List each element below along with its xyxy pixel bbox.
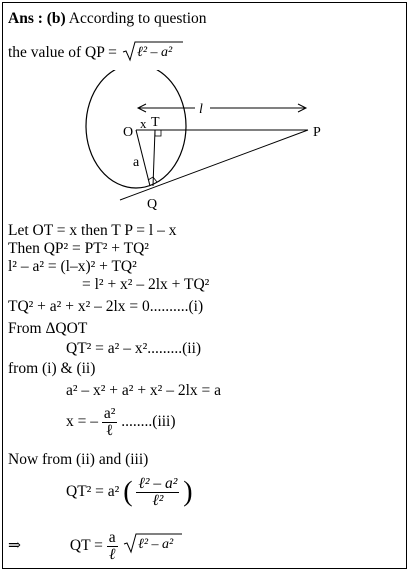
step-10-tail: ........(iii): [121, 413, 176, 431]
label-x: x: [140, 116, 147, 131]
step-1: Let OT = x then T P = l – x: [8, 222, 177, 239]
label-a: a: [133, 155, 140, 170]
step-2: Then QP² = PT² + TQ²: [8, 240, 149, 257]
fraction-numerator: a²: [103, 405, 116, 422]
step-5: TQ² + a² + x² – 2lx = 0..........(i): [8, 298, 204, 315]
sqrt-sign: [121, 40, 183, 62]
step-10: [66, 406, 176, 439]
step-6: From ΔQOT: [8, 320, 88, 337]
fraction-l2-a2-over-l2: [136, 476, 179, 509]
answer-header: [8, 10, 207, 28]
step-12: [66, 476, 193, 509]
tangent-line: [120, 130, 308, 200]
label-o: O: [123, 125, 134, 140]
sqrt-sign: [122, 532, 182, 554]
label-l: l: [199, 102, 203, 117]
right-angle-q: [148, 177, 157, 182]
fraction-denominator: ℓ: [105, 422, 114, 439]
right-angle-t: [155, 130, 161, 136]
step-4: = l² + x² – 2lx + TQ²: [82, 276, 210, 293]
fraction-numerator: a: [108, 529, 116, 546]
ans-label: Ans :: [8, 10, 43, 27]
step-7: QT² = a² – x².........(ii): [66, 340, 202, 357]
step-8: from (i) & (ii): [8, 360, 96, 377]
final-root-text: ℓ² – a²: [137, 537, 173, 553]
paren-open: (: [123, 476, 133, 508]
intro-line: [8, 40, 183, 62]
label-t: T: [151, 115, 160, 130]
step-11: Now from (ii) and (iii): [8, 451, 149, 468]
fraction-a2-over-l: [102, 406, 118, 439]
fraction-denominator: ℓ: [108, 546, 116, 563]
fraction-numerator: ℓ² – a²: [138, 475, 178, 492]
intro-prefix: the value of QP =: [8, 44, 117, 61]
step-9: a² – x² + a² + x² – 2lx = a: [66, 382, 222, 399]
geometry-figure: [0, 70, 411, 220]
step-13-lhs: QT =: [69, 537, 103, 555]
header-text: According to question: [68, 10, 207, 27]
fraction-a-over-l: [107, 530, 118, 563]
step-3: l² – a² = (l–x)² + TQ²: [8, 258, 137, 275]
implies-arrow: ⇒: [8, 537, 21, 555]
step-13: [8, 530, 182, 563]
label-p: P: [313, 125, 321, 140]
circle: [86, 70, 186, 188]
fraction-denominator: ℓ²: [152, 492, 164, 509]
label-q: Q: [147, 197, 158, 212]
paren-close: ): [183, 476, 193, 508]
option-label: (b): [46, 10, 66, 27]
intro-root-text: ℓ² – a²: [136, 45, 173, 60]
step-12-lhs: QT² = a²: [66, 483, 120, 501]
step-10-lhs: x = –: [66, 413, 98, 431]
